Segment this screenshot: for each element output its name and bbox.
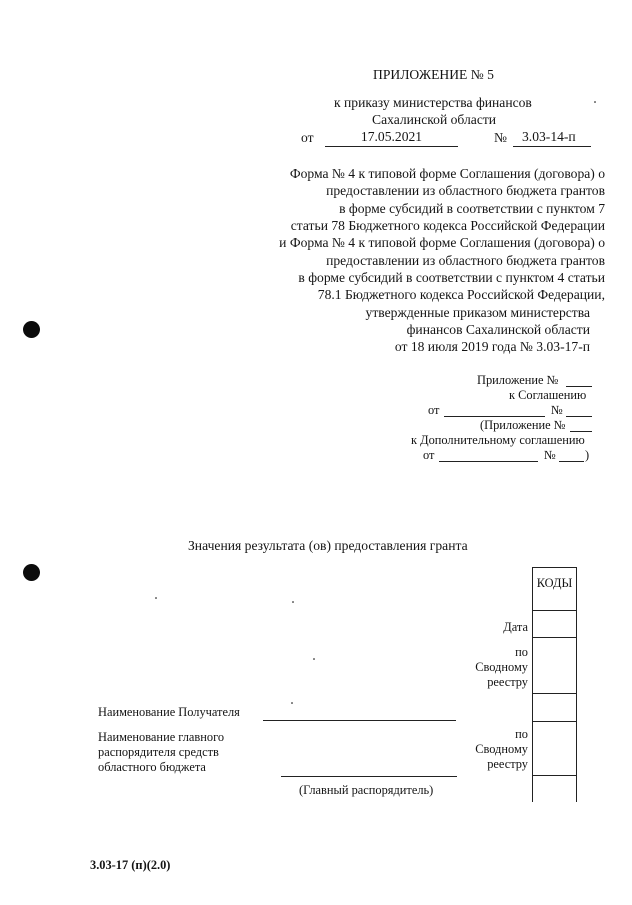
appendix-no-label: Приложение №	[477, 373, 559, 387]
date-code-cell	[533, 610, 576, 638]
registry-label-line: по	[515, 727, 528, 741]
appendix-paren-label: (Приложение №	[480, 418, 566, 432]
order-from-label: от	[301, 130, 314, 145]
order-date: 17.05.2021	[360, 129, 423, 144]
section-title: Значения результата (ов) предоставления гранта	[188, 538, 468, 553]
registry-label-line: Сводному	[475, 660, 528, 674]
date-label: Дата	[503, 620, 528, 634]
to-additional-agreement-label: к Дополнительному соглашению	[411, 433, 585, 447]
form-note-line: в форме субсидий в соответствии с пунктом 4 статьи	[298, 270, 605, 285]
scan-speck	[313, 658, 315, 660]
form-note-line: статьи 78 Бюджетного кодекса Российской Федерации	[290, 218, 605, 233]
order-number: 3.03-14-п	[522, 129, 576, 144]
punch-hole-top	[23, 321, 40, 338]
registry-label-line: реестру	[487, 757, 528, 771]
order-date-underline	[325, 146, 458, 147]
manager-code-cell	[533, 775, 576, 803]
codes-header-cell	[533, 567, 576, 611]
close-paren: )	[585, 448, 590, 462]
additional-date-blank	[439, 461, 538, 462]
punch-hole-bottom	[23, 564, 40, 581]
registry-label-line: реестру	[487, 675, 528, 689]
agreement-no-label: №	[551, 403, 563, 417]
codes-header: КОДЫ	[536, 576, 573, 590]
order-number-label: №	[494, 130, 507, 145]
manager-label-line: распорядителя средств	[98, 745, 219, 759]
appendix-title: ПРИЛОЖЕНИЕ № 5	[373, 67, 494, 82]
additional-from-label: от	[423, 448, 435, 462]
additional-no-label: №	[544, 448, 556, 462]
additional-no-blank	[559, 461, 584, 462]
manager-label-line: областного бюджета	[98, 760, 206, 774]
form-note-line: в форме субсидий в соответствии с пунктом 7	[339, 201, 605, 216]
agreement-date-blank	[444, 416, 545, 417]
form-note-line: 78.1 Бюджетного кодекса Российской Федерации,	[317, 287, 605, 302]
form-note-line: предоставлении из областного бюджета грантов	[326, 183, 605, 198]
agreement-from-label: от	[428, 403, 440, 417]
form-note-line: Форма № 4 к типовой форме Соглашения (договора) о	[289, 166, 605, 181]
appendix-paren-blank	[570, 431, 592, 432]
scan-speck	[594, 101, 596, 103]
manager-caption: (Главный распорядитель)	[299, 783, 434, 797]
form-note-line: и Форма № 4 к типовой форме Соглашения (договора) о	[279, 235, 605, 250]
recipient-code-cell	[533, 693, 576, 722]
order-reference: к приказу министерства финансов	[334, 95, 532, 110]
scan-speck	[292, 601, 294, 603]
order-number-underline	[513, 146, 591, 147]
registry-label-line: по	[515, 645, 528, 659]
form-note-line: финансов Сахалинской области	[406, 322, 590, 337]
manager-name-line	[281, 776, 457, 777]
codes-table	[532, 567, 577, 802]
scan-speck	[155, 597, 157, 599]
agreement-no-blank	[566, 416, 592, 417]
registry-code-cell-2	[533, 721, 576, 776]
recipient-label: Наименование Получателя	[98, 705, 240, 719]
form-code: 3.03-17 (п)(2.0)	[90, 858, 171, 872]
manager-label-line: Наименование главного	[98, 730, 225, 744]
form-note-line: утвержденные приказом министерства	[365, 305, 590, 320]
scan-speck	[291, 702, 293, 704]
recipient-name-line	[263, 720, 456, 721]
form-note-line: предоставлении из областного бюджета грантов	[326, 253, 605, 268]
registry-label-line: Сводному	[475, 742, 528, 756]
to-agreement-label: к Соглашению	[509, 388, 587, 402]
form-note-line: от 18 июля 2019 года № 3.03-17-п	[394, 339, 590, 354]
appendix-no-blank	[566, 386, 592, 387]
region-name: Сахалинской области	[372, 112, 497, 127]
registry-code-cell-1	[533, 637, 576, 694]
